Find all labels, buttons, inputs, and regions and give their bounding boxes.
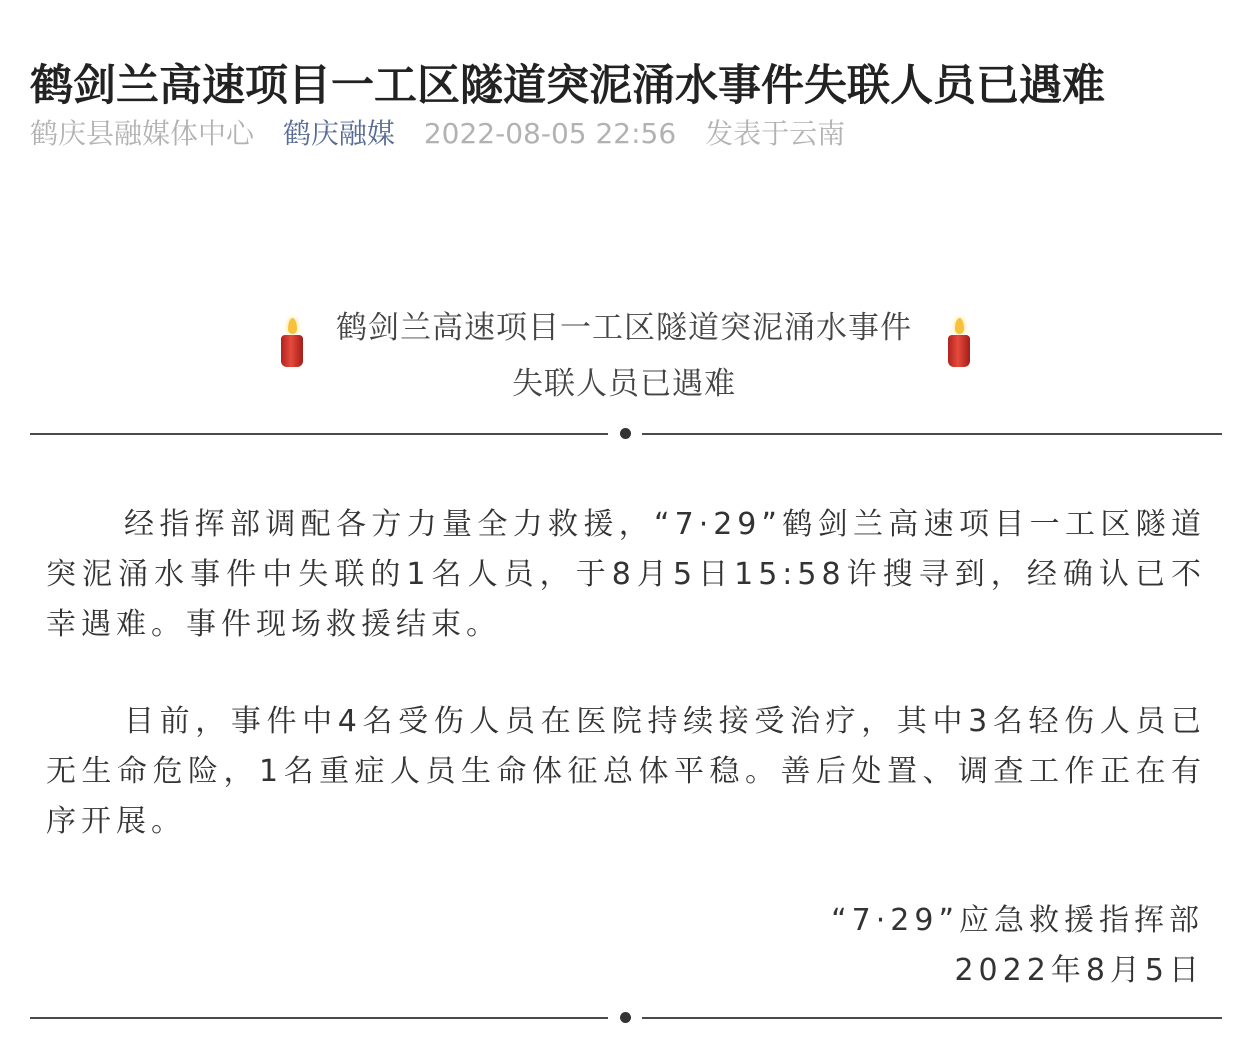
publish-location: 发表于云南	[705, 117, 846, 150]
signature-org: “7·29”应急救援指挥部	[831, 903, 1204, 938]
signature-date: 2022年8月5日	[954, 953, 1204, 988]
banner-line-1: 鹤剑兰高速项目一工区隧道突泥涌水事件	[336, 310, 912, 346]
article-title: 鹤剑兰高速项目一工区隧道突泥涌水事件失联人员已遇难	[30, 60, 1105, 111]
divider-dot	[620, 1012, 631, 1023]
source-name: 鹤庆县融媒体中心	[30, 117, 255, 150]
body-paragraph-2: 目前，事件中4名受伤人员在医院持续接受治疗，其中3名轻伤人员已无生命危险，1名重症人员生命体征总体平稳。善后处置、调查工作正在有序开展。	[46, 704, 1206, 839]
article-meta	[30, 116, 865, 152]
banner-line-2: 失联人员已遇难	[512, 366, 736, 402]
account-link[interactable]: 鹤庆融媒	[282, 117, 395, 150]
banner-heading	[0, 300, 1248, 412]
divider-dot	[620, 428, 631, 439]
body-paragraph-1: 经指挥部调配各方力量全力救援，“7·29”鹤剑兰高速项目一工区隧道突泥涌水事件中失联的1名人员，于8月5日15:58许搜寻到，经确认已不幸遇难。事件现场救援结束。	[46, 507, 1206, 642]
publish-datetime: 2022-08-05 22:56	[423, 117, 677, 150]
footer-divider	[30, 1011, 1222, 1025]
section-divider	[30, 427, 1222, 441]
